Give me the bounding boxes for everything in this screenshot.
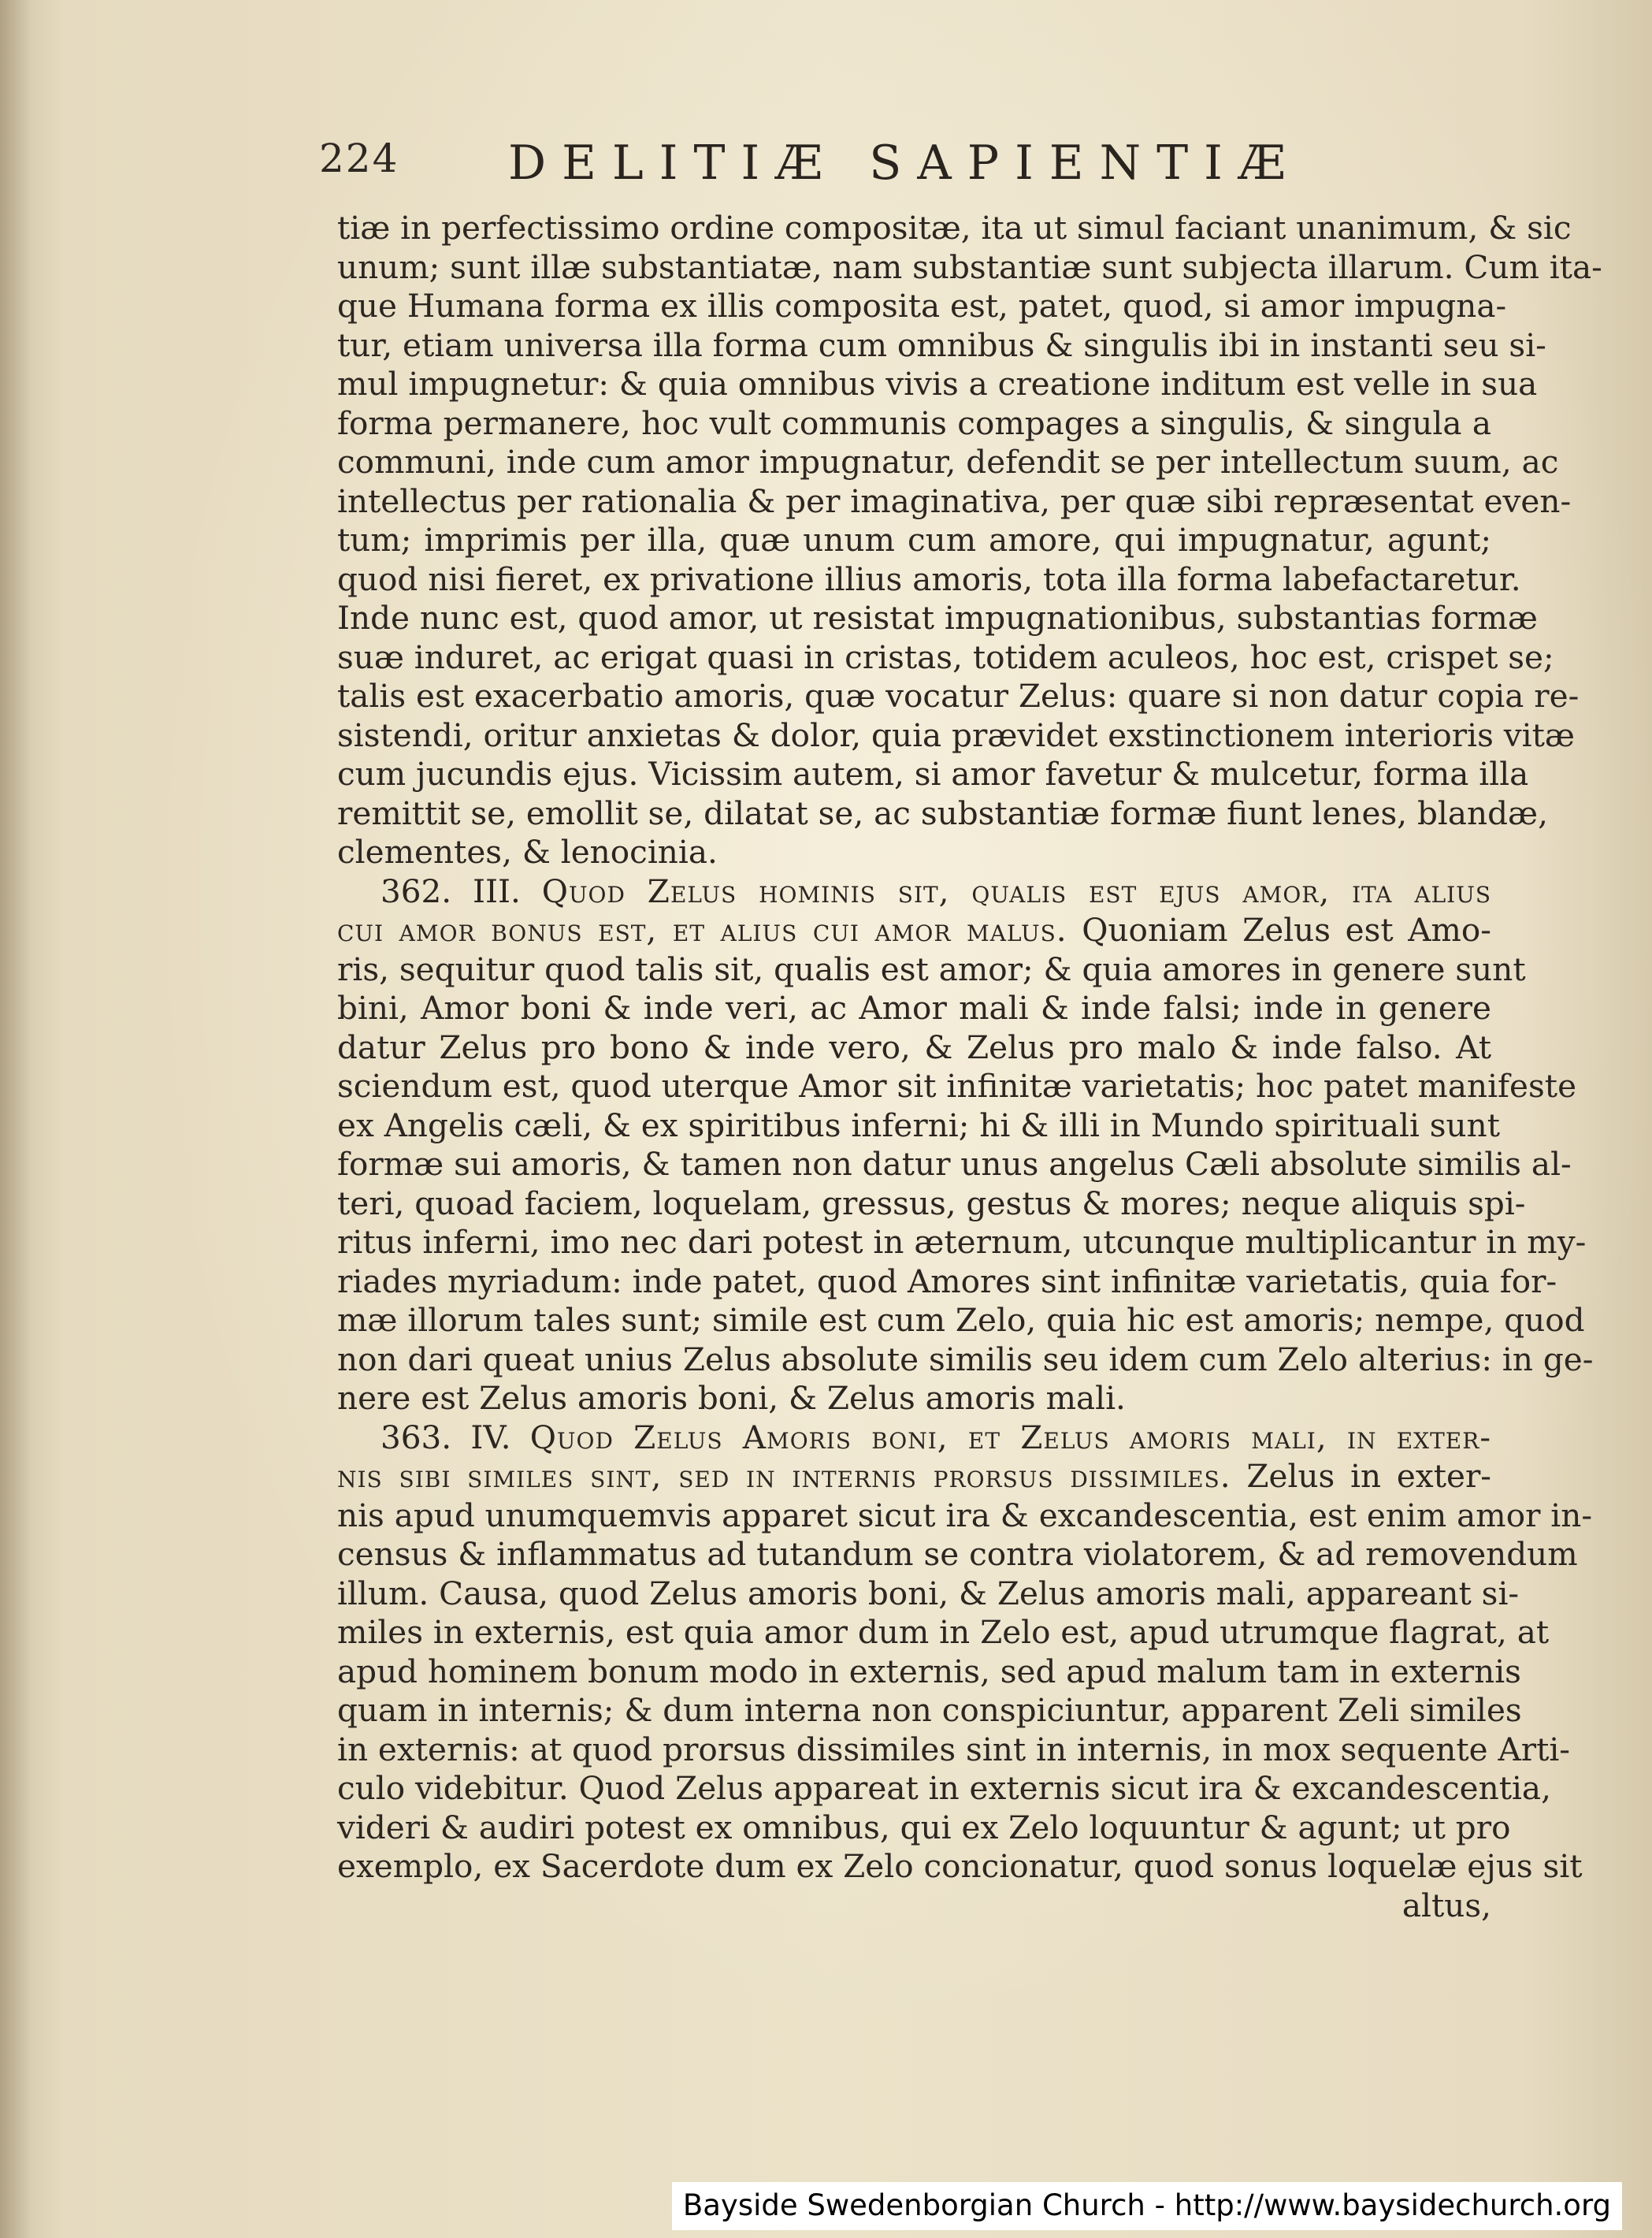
text-line: non dari queat unius Zelus absolute similis seu idem cum Zelo alterius: in ge- bbox=[337, 1340, 1594, 1378]
text-line: intellectus per rationalia & per imaginativa, per quæ sibi repræsentat even- bbox=[337, 481, 1572, 520]
text-line: ris, sequitur quod talis sit, qualis est amor; & quia amores in genere sunt bbox=[337, 950, 1526, 988]
text-line: videri & audiri potest ex omnibus, qui ex Zelo loquuntur & agunt; ut pro bbox=[337, 1808, 1511, 1846]
text-line: nis apud unumquemvis apparet sicut ira & excandescentia, est enim amor in- bbox=[337, 1496, 1593, 1534]
text-line: datur Zelus pro bono & inde vero, & Zelus pro malo & inde falso. At bbox=[337, 1028, 1491, 1066]
body-text bbox=[337, 209, 1602, 1925]
text-line: culo videbitur. Quod Zelus appareat in externis sicut ira & excandescentia, bbox=[337, 1769, 1551, 1807]
page-gutter-shadow bbox=[0, 0, 32, 2238]
text-line: 363. IV. Quod Zelus Amoris boni, et Zelus amoris mali, in exter- bbox=[381, 1418, 1491, 1456]
page-number: 224 bbox=[319, 136, 399, 181]
text-line: nis sibi similes sint, sed in internis prorsus dissimiles. Zelus in exter- bbox=[337, 1457, 1491, 1495]
text-line: ritus inferni, imo nec dari potest in æternum, utcunque multiplicantur in my- bbox=[337, 1223, 1587, 1261]
text-line: illum. Causa, quod Zelus amoris boni, & Zelus amoris mali, appareant si- bbox=[337, 1574, 1520, 1612]
text-line: nere est Zelus amoris boni, & Zelus amoris mali. bbox=[337, 1379, 1126, 1417]
text-line: tiæ in perfectissimo ordine compositæ, ita ut simul faciant unanimum, & sic bbox=[337, 209, 1572, 247]
text-line: que Humana forma ex illis composita est, patet, quod, si amor impugna- bbox=[337, 287, 1507, 325]
text-line: tum; imprimis per illa, quæ unum cum amore, qui impugnatur, agunt; bbox=[337, 521, 1491, 559]
text-line: mul impugnetur: & quia omnibus vivis a creatione inditum est velle in sua bbox=[337, 365, 1538, 403]
text-line: miles in externis, est quia amor dum in Zelo est, apud utrumque flagrat, at bbox=[337, 1613, 1550, 1651]
text-line: Inde nunc est, quod amor, ut resistat impugnationibus, substantias formæ bbox=[337, 599, 1538, 637]
text-line: sciendum est, quod uterque Amor sit infinitæ varietatis; hoc patet manifeste bbox=[337, 1067, 1577, 1105]
text-line: mæ illorum tales sunt; simile est cum Zelo, quia hic est amoris; nempe, quod bbox=[337, 1301, 1585, 1339]
text-line: ex Angelis cæli, & ex spiritibus inferni; hi & illi in Mundo spirituali sunt bbox=[337, 1106, 1500, 1144]
text-line: altus, bbox=[1401, 1886, 1491, 1924]
text-line: in externis: at quod prorsus dissimiles sint in internis, in mox sequente Arti- bbox=[337, 1730, 1570, 1768]
text-line: quam in internis; & dum interna non conspiciuntur, apparent Zeli similes bbox=[337, 1691, 1522, 1729]
text-line: remittit se, emollit se, dilatat se, ac substantiæ formæ fiunt lenes, blandæ, bbox=[337, 794, 1548, 832]
text-line: quod nisi fieret, ex privatione illius amoris, tota illa forma labefactaretur. bbox=[337, 560, 1521, 598]
text-line: apud hominem bonum modo in externis, sed apud malum tam in externis bbox=[337, 1652, 1521, 1690]
text-line: unum; sunt illæ substantiatæ, nam substantiæ sunt subjecta illarum. Cum ita- bbox=[337, 247, 1602, 286]
page-header bbox=[319, 136, 1493, 191]
watermark-credit[interactable]: Bayside Swedenborgian Church - http://www.baysidechurch.org bbox=[672, 2182, 1622, 2230]
text-line: bini, Amor boni & inde veri, ac Amor mali & inde falsi; inde in genere bbox=[337, 989, 1491, 1027]
text-line: forma permanere, hoc vult communis compages a singulis, & singula a bbox=[337, 403, 1491, 442]
text-line: exemplo, ex Sacerdote dum ex Zelo concionatur, quod sonus loquelæ ejus sit bbox=[337, 1847, 1583, 1885]
text-line: suæ induret, ac erigat quasi in cristas, totidem aculeos, hoc est, crispet se; bbox=[337, 638, 1554, 676]
text-line: teri, quoad faciem, loquelam, gressus, gestus & mores; neque aliquis spi- bbox=[337, 1184, 1526, 1222]
text-line: clementes, & lenocinia. bbox=[337, 833, 718, 871]
text-line: riades myriadum: inde patet, quod Amores sint infinitæ varietatis, quia for- bbox=[337, 1262, 1557, 1300]
text-line: 362. III. Quod Zelus hominis sit, qualis est ejus amor, ita alius bbox=[381, 872, 1492, 910]
running-title: DELITIÆ SAPIENTIÆ bbox=[508, 136, 1301, 191]
text-line: tur, etiam universa illa forma cum omnibus & singulis ibi in instanti seu si- bbox=[337, 325, 1546, 364]
text-line: talis est exacerbatio amoris, quæ vocatur Zelus: quare si non datur copia re- bbox=[337, 677, 1580, 715]
text-line: formæ sui amoris, & tamen non datur unus angelus Cæli absolute similis al- bbox=[337, 1145, 1572, 1183]
text-line: cum jucundis ejus. Vicissim autem, si amor favetur & mulcetur, forma illa bbox=[337, 755, 1529, 793]
text-line: communi, inde cum amor impugnatur, defendit se per intellectum suum, ac bbox=[337, 443, 1559, 481]
text-line: census & inflammatus ad tutandum se contra violatorem, & ad removendum bbox=[337, 1535, 1578, 1573]
text-line: sistendi, oritur anxietas & dolor, quia prævidet exstinctionem interioris vitæ bbox=[337, 716, 1575, 754]
text-line: cui amor bonus est, et alius cui amor malus. Quoniam Zelus est Amo- bbox=[337, 911, 1491, 949]
